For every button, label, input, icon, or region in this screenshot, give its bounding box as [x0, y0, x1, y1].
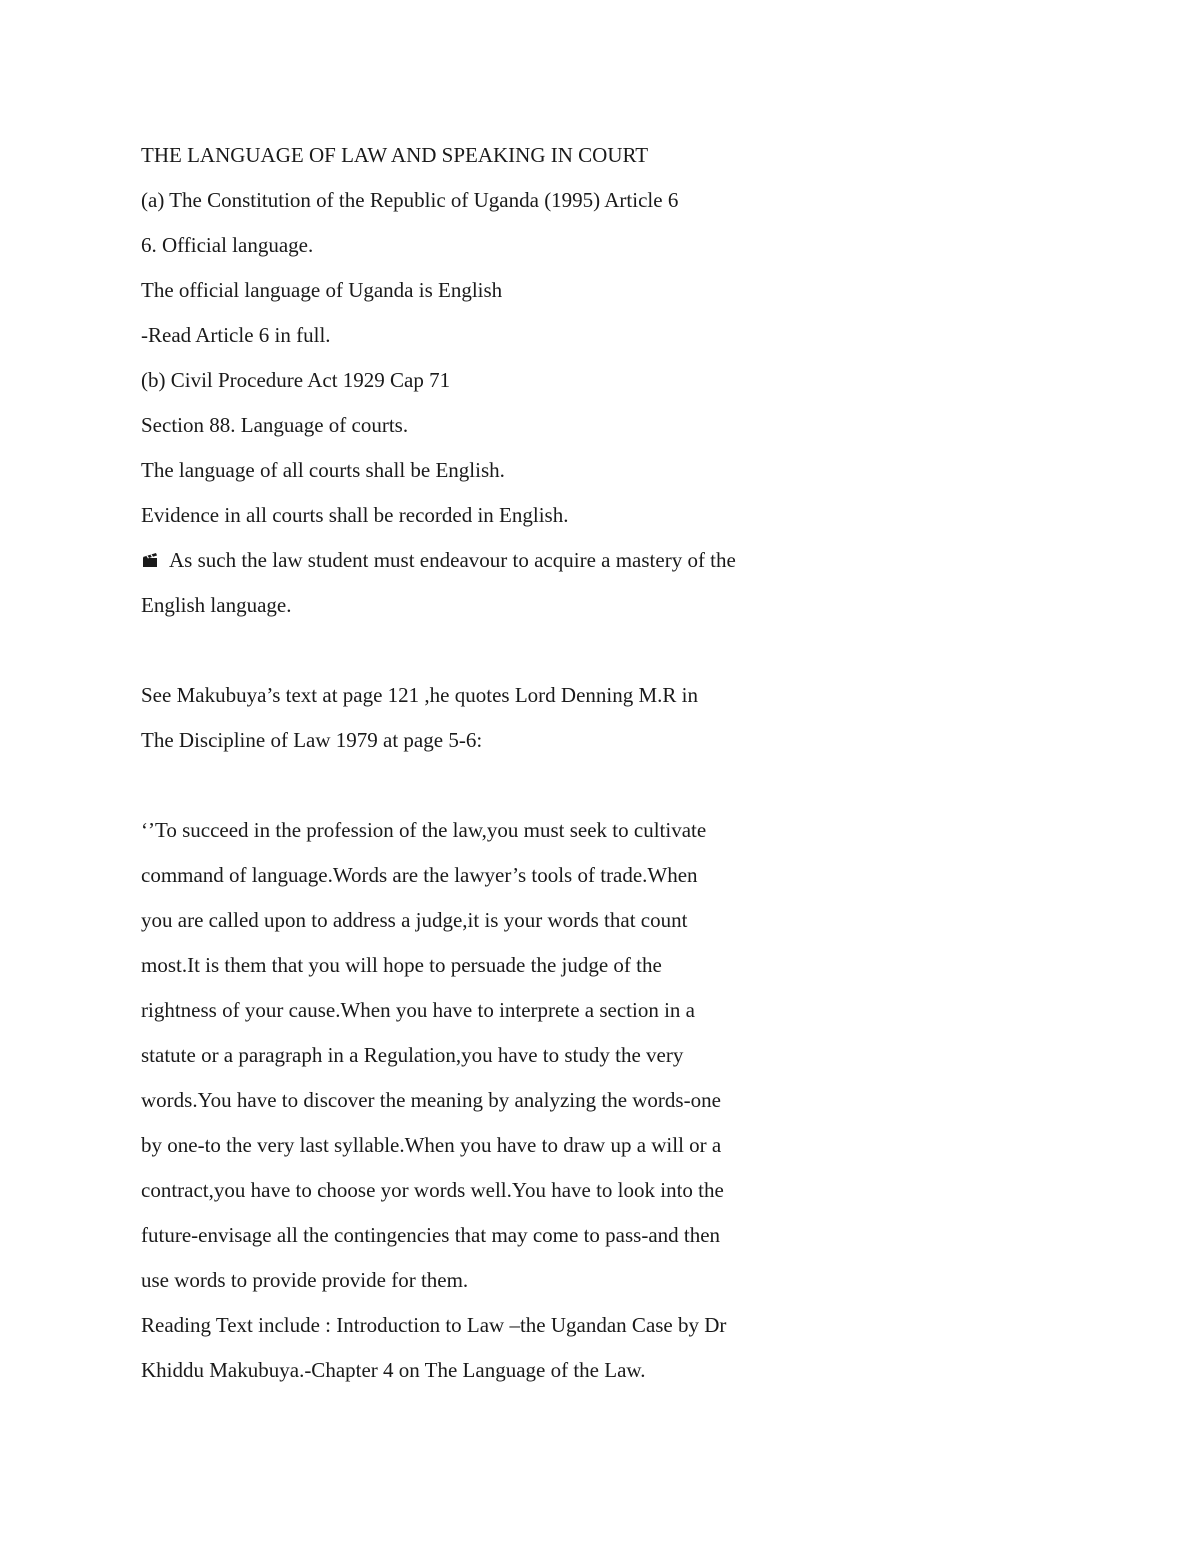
text-line: Section 88. Language of courts.: [141, 413, 409, 437]
quote-line: contract,you have to choose yor words well.You have to look into the: [141, 1178, 724, 1202]
blank-line: [141, 628, 841, 673]
text-line: See Makubuya’s text at page 121 ,he quotes Lord Denning M.R in: [141, 683, 698, 707]
text-line: The official language of Uganda is English: [141, 278, 503, 302]
quote-line: words.You have to discover the meaning by analyzing the words-one: [141, 1088, 721, 1112]
clapperboard-icon: [141, 540, 159, 558]
text-line: 6. Official language.: [141, 233, 314, 257]
text-line: Evidence in all courts shall be recorded in English.: [141, 503, 569, 527]
text-line: Khiddu Makubuya.-Chapter 4 on The Language of the Law.: [141, 1358, 646, 1382]
quote-line: command of language.Words are the lawyer’s tools of trade.When: [141, 863, 698, 887]
quote-line: most.It is them that you will hope to persuade the judge of the: [141, 953, 662, 977]
text-line: The language of all courts shall be English.: [141, 458, 505, 482]
quote-line: future-envisage all the contingencies that may come to pass-and then: [141, 1223, 721, 1247]
quote-line: you are called upon to address a judge,it is your words that count: [141, 908, 688, 932]
quote-line: by one-to the very last syllable.When you have to draw up a will or a: [141, 1133, 722, 1157]
bullet-text: As such the law student must endeavour to acquire a mastery of the: [169, 548, 736, 572]
quote-line: use words to provide provide for them.: [141, 1268, 469, 1292]
text-line: Reading Text include : Introduction to Law –the Ugandan Case by Dr: [141, 1313, 727, 1337]
text-line: English language.: [141, 593, 292, 617]
blank-line: [141, 763, 841, 808]
text-line: -Read Article 6 in full.: [141, 323, 331, 347]
document-body: [141, 133, 841, 1393]
text-line: (b) Civil Procedure Act 1929 Cap 71: [141, 368, 451, 392]
document-title: THE LANGUAGE OF LAW AND SPEAKING IN COURT: [141, 143, 649, 167]
text-line: The Discipline of Law 1979 at page 5-6:: [141, 728, 483, 752]
quote-line: rightness of your cause.When you have to interprete a section in a: [141, 998, 695, 1022]
bullet-line: [141, 538, 841, 583]
quote-line: statute or a paragraph in a Regulation,you have to study the very: [141, 1043, 684, 1067]
quote-line: ‘’To succeed in the profession of the law,you must seek to cultivate: [141, 818, 707, 842]
text-line: (a) The Constitution of the Republic of Uganda (1995) Article 6: [141, 188, 679, 212]
